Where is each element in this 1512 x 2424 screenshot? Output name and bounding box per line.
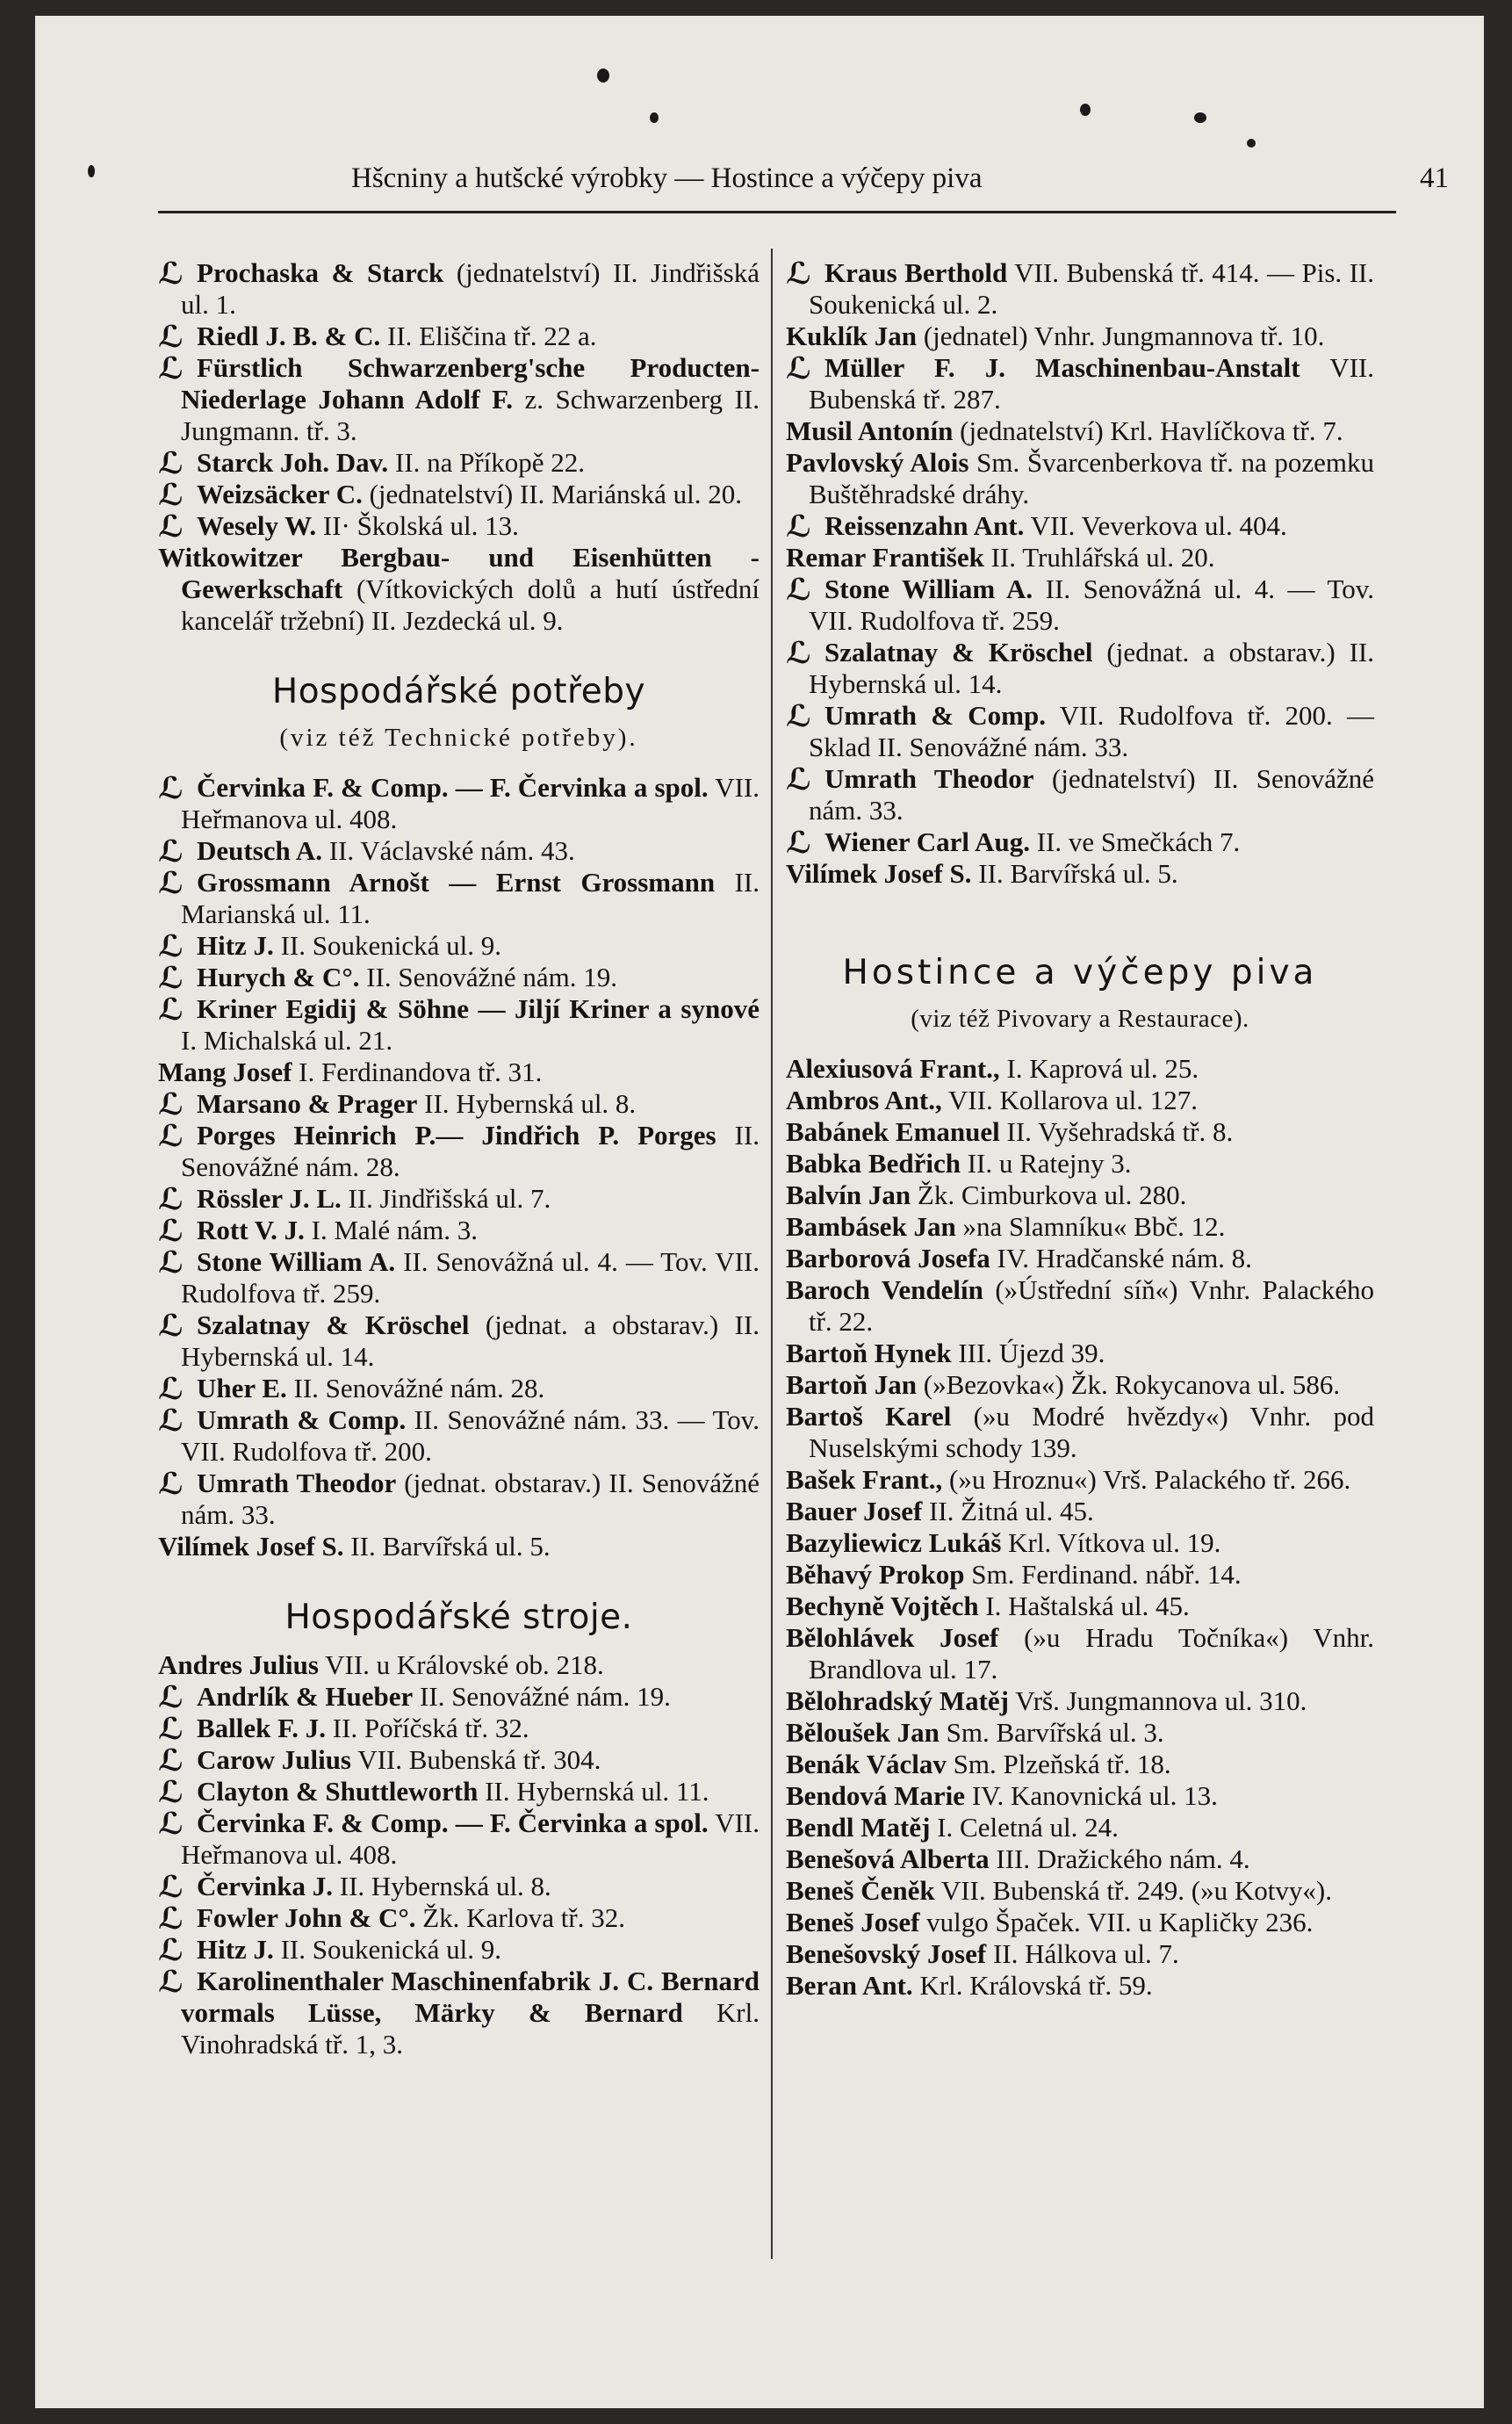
directory-entry xyxy=(786,637,1374,700)
entry-address: I. Michalská ul. 21. xyxy=(181,1025,393,1056)
entry-address: II. Hybernská ul. 8. xyxy=(333,1871,551,1901)
trademark-icon: ℒ xyxy=(786,351,812,386)
entry-address: I. Ferdinandova tř. 31. xyxy=(292,1057,543,1087)
entry-name: Weizsäcker C. xyxy=(197,479,363,509)
directory-entry xyxy=(786,1907,1374,1938)
directory-entry xyxy=(158,930,760,962)
entry-address: VII. Bubenská tř. 414. — Pis. II. Soukenická ul. 2. xyxy=(809,257,1375,320)
entry-name: Umrath & Comp. xyxy=(824,700,1046,731)
section-heading: Hospodářské stroje. xyxy=(284,1598,633,1637)
entry-name: Ballek F. J. xyxy=(197,1713,326,1743)
entry-address: II. Hybernská ul. 11. xyxy=(478,1776,709,1807)
directory-entry xyxy=(158,772,760,835)
entry-address: (jednatelství) II. Mariánská ul. 20. xyxy=(362,479,742,509)
directory-entry xyxy=(158,257,760,321)
entry-address: II. Soukenická ul. 9. xyxy=(273,1934,501,1965)
directory-entry xyxy=(158,1183,760,1215)
directory-entry xyxy=(786,1938,1374,1970)
left-column xyxy=(158,257,760,2060)
entry-address: II. Hybernská ul. 8. xyxy=(417,1088,637,1119)
section-note: (viz též Technické potřeby). xyxy=(279,724,638,752)
directory-entry xyxy=(158,1531,760,1562)
entry-address: (»Ústřední síň«) Vnhr. Palackého tř. 22. xyxy=(809,1274,1374,1337)
entry-address: (»u Modré hvězdy«) Vnhr. pod Nuselskými schody 139. xyxy=(809,1401,1374,1463)
directory-entry xyxy=(158,352,760,447)
trademark-icon: ℒ xyxy=(158,866,184,901)
entry-address: (jednatel) Vnhr. Jungmannova tř. 10. xyxy=(917,321,1325,351)
directory-entry xyxy=(786,447,1374,510)
directory-entry xyxy=(158,1404,760,1468)
directory-entry xyxy=(158,1744,760,1776)
trademark-icon: ℒ xyxy=(158,1245,184,1281)
trademark-icon: ℒ xyxy=(158,961,184,996)
entry-name: Riedl J. B. & C. xyxy=(197,321,381,351)
entry-name: Umrath Theodor xyxy=(824,763,1034,794)
directory-entry xyxy=(786,542,1374,574)
trademark-icon: ℒ xyxy=(158,351,184,386)
entry-name: Kriner Egidij & Söhne — Jiljí Kriner a synové xyxy=(197,993,760,1024)
directory-entry xyxy=(786,1401,1374,1464)
entry-address: VII. Bubenská tř. 304. xyxy=(351,1744,601,1775)
entry-name: Witkowitzer Bergbau- und Eisenhütten - Gewerkschaft xyxy=(158,542,760,604)
entry-address: IV. Hradčanské nám. 8. xyxy=(990,1243,1252,1273)
directory-entry xyxy=(158,993,760,1057)
directory-entry xyxy=(158,320,760,355)
directory-entry xyxy=(786,858,1374,890)
entry-address: Sm. Barvířská ul. 3. xyxy=(939,1717,1164,1748)
entry-name: Andrlík & Hueber xyxy=(197,1681,414,1712)
trademark-icon: ℒ xyxy=(158,992,184,1028)
entry-name: Karolinenthaler Maschinenfabrik J. C. Bernard vormals Lüsse, Märky & Bernard xyxy=(181,1966,760,2028)
trademark-icon: ℒ xyxy=(786,256,812,292)
entry-address: Krl. Královská tř. 59. xyxy=(912,1970,1153,2001)
entry-name: Bendová Marie xyxy=(786,1780,966,1811)
entry-name: Bechyně Vojtěch xyxy=(786,1591,979,1621)
trademark-icon: ℒ xyxy=(158,1087,184,1122)
entry-address: (jednat. obstarav.) II. Senovážné nám. 33. xyxy=(181,1468,760,1530)
entry-name: Benešovský Josef xyxy=(786,1938,987,1969)
entry-name: Ambros Ant., xyxy=(786,1085,942,1115)
entry-name: Andres Julius xyxy=(158,1649,319,1680)
directory-entry xyxy=(786,1622,1374,1685)
entry-name: Müller F. J. Maschinenbau-Anstalt xyxy=(824,352,1300,383)
directory-entry xyxy=(786,1843,1374,1875)
entry-address: z. Schwarzenberg II. Jungmann. tř. 3. xyxy=(181,384,760,446)
header-rule xyxy=(158,211,1396,213)
entry-address: VII. Heřmanova ul. 408. xyxy=(181,772,760,834)
entry-address: (»Bezovka«) Žk. Rokycanova ul. 586. xyxy=(917,1369,1341,1400)
trademark-icon: ℒ xyxy=(158,1870,184,1905)
entry-address: IV. Kanovnická ul. 13. xyxy=(965,1780,1218,1811)
entry-name: Clayton & Shuttleworth xyxy=(197,1776,479,1807)
directory-entry xyxy=(786,826,1374,861)
entry-name: Barborová Josefa xyxy=(786,1243,990,1273)
entry-name: Carow Julius xyxy=(197,1744,351,1775)
entry-name: Hurych & C°. xyxy=(197,962,360,992)
directory-entry xyxy=(786,1812,1374,1843)
entry-address: VII. Veverkova ul. 404. xyxy=(1024,510,1287,541)
entry-address: II. Soukenická ul. 9. xyxy=(273,930,501,961)
entry-name: Hitz J. xyxy=(197,1934,274,1965)
entry-name: Stone William A. xyxy=(197,1246,396,1277)
trademark-icon: ℒ xyxy=(786,509,812,545)
trademark-icon: ℒ xyxy=(158,320,184,355)
entry-name: Mang Josef xyxy=(158,1057,292,1087)
entry-address: III. Újezd 39. xyxy=(951,1338,1105,1368)
trademark-icon: ℒ xyxy=(786,826,812,861)
directory-entry xyxy=(786,700,1374,763)
print-speck xyxy=(1080,104,1091,116)
entry-address: I. Celetná ul. 24. xyxy=(930,1812,1119,1843)
directory-entry xyxy=(786,1085,1374,1116)
entry-address: (Vítkovických dolů a hutí ústřední kancelář tržební) II. Jezdecká ul. 9. xyxy=(181,574,760,636)
trademark-icon: ℒ xyxy=(158,1712,184,1747)
entry-name: Bazyliewicz Lukáš xyxy=(786,1527,1002,1558)
entry-name: Bartoň Jan xyxy=(786,1369,917,1400)
entry-name: Bartoš Karel xyxy=(786,1401,952,1432)
entry-name: Kraus Berthold xyxy=(824,257,1008,288)
trademark-icon: ℒ xyxy=(158,1680,184,1715)
trademark-icon: ℒ xyxy=(158,478,184,513)
entry-name: Kuklík Jan xyxy=(786,321,918,351)
directory-entry xyxy=(158,961,760,996)
entry-address: II. na Příkopě 22. xyxy=(388,447,586,478)
directory-entry xyxy=(158,447,760,479)
entry-address: (jednatelství) II. Jindřišská ul. 1. xyxy=(181,257,760,320)
entry-address: Sm. Švarcenberkova tř. na pozemku Buštěhradské dráhy. xyxy=(809,447,1374,509)
running-header xyxy=(351,152,1449,205)
entry-name: Bartoň Hynek xyxy=(786,1338,952,1368)
entry-name: Szalatnay & Kröschel xyxy=(197,1309,470,1340)
entry-address: (jednatelství) II. Senovážné nám. 33. xyxy=(809,763,1374,826)
directory-entry xyxy=(158,1088,760,1120)
directory-entry xyxy=(786,1496,1374,1527)
trademark-icon: ℒ xyxy=(158,771,184,806)
directory-entry xyxy=(786,1970,1374,2002)
entry-address: II. u Ratejny 3. xyxy=(960,1148,1132,1179)
entry-name: Wesely W. xyxy=(197,510,317,541)
directory-entry xyxy=(158,835,760,867)
directory-entry xyxy=(786,1369,1374,1401)
directory-entry xyxy=(786,1559,1374,1591)
entry-address: II· Školská ul. 13. xyxy=(316,510,519,541)
section-heading: Hostince a výčepy piva xyxy=(842,953,1318,992)
entry-name: Alexiusová Frant., xyxy=(786,1053,1000,1084)
directory-entry xyxy=(786,1053,1374,1085)
directory-entry xyxy=(786,1591,1374,1622)
directory-entry xyxy=(786,415,1374,447)
directory-entry xyxy=(786,1464,1374,1496)
entry-name: Benák Václav xyxy=(786,1749,947,1779)
entry-address: Krl. Vinohradská tř. 1, 3. xyxy=(181,1997,760,2060)
entry-name: Stone William A. xyxy=(824,574,1033,604)
directory-entry xyxy=(786,1274,1374,1338)
entry-address: (jednat. a obstarav.) II. Hybernská ul. 14. xyxy=(181,1309,760,1372)
trademark-icon: ℒ xyxy=(786,762,812,797)
entry-address: II. Senovážné nám. 19. xyxy=(359,962,618,992)
entry-name: Szalatnay & Kröschel xyxy=(824,637,1093,667)
entry-name: Umrath & Comp. xyxy=(197,1404,407,1435)
directory-entry xyxy=(158,1934,760,1966)
entry-name: Grossmann Arnošt — Ernst Grossmann xyxy=(197,867,716,898)
directory-entry xyxy=(158,1309,760,1373)
directory-entry xyxy=(158,478,760,513)
entry-address: Vrš. Jungmannova ul. 310. xyxy=(1009,1685,1307,1716)
entry-name: Porges Heinrich P.— Jindřich P. Porges xyxy=(197,1120,716,1151)
trademark-icon: ℒ xyxy=(158,834,184,869)
print-speck xyxy=(1247,139,1256,148)
entry-address: II. Truhlářská ul. 20. xyxy=(983,542,1215,573)
right-column xyxy=(786,257,1374,2002)
entry-name: Vilímek Josef S. xyxy=(158,1531,344,1562)
entry-name: Bendl Matěj xyxy=(786,1812,931,1843)
entry-address: VII. Bubenská tř. 287. xyxy=(809,352,1374,415)
trademark-icon: ℒ xyxy=(158,1119,184,1154)
directory-entry xyxy=(786,1116,1374,1148)
directory-entry xyxy=(786,1749,1374,1780)
trademark-icon: ℒ xyxy=(158,1933,184,1968)
directory-entry xyxy=(158,1214,760,1249)
directory-entry xyxy=(158,1681,760,1713)
directory-entry xyxy=(158,1775,760,1810)
trademark-icon: ℒ xyxy=(158,1467,184,1502)
entry-name: Prochaska & Starck xyxy=(197,257,444,288)
entry-address: II. ve Smečkách 7. xyxy=(1029,826,1241,857)
entry-name: Rössler J. L. xyxy=(197,1183,342,1214)
entry-name: Umrath Theodor xyxy=(197,1468,397,1498)
entry-name: Bauer Josef xyxy=(786,1496,923,1526)
entry-address: II. Barvířská ul. 5. xyxy=(343,1531,551,1562)
entry-name: Reissenzahn Ant. xyxy=(824,510,1025,541)
entry-name: Starck Joh. Dav. xyxy=(197,447,389,478)
entry-address: »na Slamníku« Bbč. 12. xyxy=(955,1211,1226,1242)
entry-address: VII. u Královské ob. 218. xyxy=(318,1649,604,1680)
directory-entry xyxy=(786,257,1374,321)
entry-name: Musil Antonín xyxy=(786,415,954,446)
entry-address: II. Senovážné nám. 19. xyxy=(413,1681,671,1712)
entry-name: Běhavý Prokop xyxy=(786,1559,965,1590)
entry-address: I. Haštalská ul. 45. xyxy=(978,1591,1190,1621)
directory-entry xyxy=(786,1780,1374,1812)
entry-address: II. Hálkova ul. 7. xyxy=(986,1938,1179,1969)
directory-entry xyxy=(158,1901,760,1937)
entry-address: Žk. Karlova tř. 32. xyxy=(415,1902,625,1933)
entry-address: II. Barvířská ul. 5. xyxy=(971,858,1178,889)
entry-address: VII. Heřmanova ul. 408. xyxy=(181,1807,760,1870)
trademark-icon: ℒ xyxy=(786,573,812,608)
entry-name: Baroch Vendelín xyxy=(786,1274,983,1305)
entry-name: Uher E. xyxy=(197,1373,287,1403)
entry-address: Žk. Cimburkova ul. 280. xyxy=(911,1180,1187,1210)
directory-entry xyxy=(158,1468,760,1531)
directory-entry xyxy=(158,1246,760,1309)
trademark-icon: ℒ xyxy=(786,699,812,734)
page-number: 41 xyxy=(1420,162,1449,194)
entry-address: II. Žitná ul. 45. xyxy=(922,1496,1094,1526)
directory-entry xyxy=(786,574,1374,637)
entry-name: Wiener Carl Aug. xyxy=(824,826,1030,857)
trademark-icon: ℒ xyxy=(158,509,184,545)
entry-address: II. Vyšehradská tř. 8. xyxy=(999,1116,1234,1147)
entry-address: II. Senovážné nám. 33. — Tov. VII. Rudolfova tř. 200. xyxy=(181,1404,760,1467)
directory-entry xyxy=(786,1338,1374,1369)
entry-name: Beneš Čeněk xyxy=(786,1875,935,1906)
entry-address: VII. Kollarova ul. 127. xyxy=(941,1085,1199,1115)
directory-entry xyxy=(158,1807,760,1871)
entry-name: Rott V. J. xyxy=(197,1215,305,1245)
directory-entry xyxy=(786,1527,1374,1559)
entry-address: II. Senovážné nám. 28. xyxy=(181,1120,760,1182)
trademark-icon: ℒ xyxy=(158,1965,184,2000)
entry-address: II. Jindřišská ul. 7. xyxy=(341,1183,551,1214)
entry-name: Fürstlich Schwarzenberg'sche Producten-Niederlage Johann Adolf F. xyxy=(181,352,760,415)
directory-entry xyxy=(158,1966,760,2060)
column-divider xyxy=(771,249,773,2259)
entry-address: (»u Hroznu«) Vrš. Palackého tř. 266. xyxy=(942,1464,1351,1495)
directory-entry xyxy=(158,867,760,930)
entry-name: Vilímek Josef S. xyxy=(786,858,972,889)
directory-entry xyxy=(786,1211,1374,1243)
entry-address: III. Dražického nám. 4. xyxy=(989,1843,1250,1874)
entry-name: Červinka F. & Comp. — F. Červinka a spol. xyxy=(197,772,709,803)
trademark-icon: ℒ xyxy=(158,1807,184,1842)
entry-address: I. Kaprová ul. 25. xyxy=(999,1053,1199,1084)
trademark-icon: ℒ xyxy=(158,1182,184,1217)
directory-entry xyxy=(158,1712,760,1747)
directory-entry xyxy=(786,1685,1374,1717)
trademark-icon: ℒ xyxy=(158,1775,184,1810)
entry-name: Fowler John & C°. xyxy=(197,1902,416,1933)
trademark-icon: ℒ xyxy=(158,1372,184,1407)
directory-entry xyxy=(786,1243,1374,1274)
entry-address: II. Senovážné nám. 28. xyxy=(286,1373,545,1403)
entry-address: II. Eliščina tř. 22 a. xyxy=(380,321,597,351)
directory-entry xyxy=(786,321,1374,352)
entry-name: Bambásek Jan xyxy=(786,1211,956,1242)
directory-page xyxy=(35,16,1484,2408)
directory-entry xyxy=(786,1180,1374,1211)
entry-address: VII. Bubenská tř. 249. (»u Kotvy«). xyxy=(934,1875,1332,1906)
entry-name: Pavlovský Alois xyxy=(786,447,969,478)
section-heading: Hospodářské potřeby xyxy=(271,672,646,711)
directory-entry xyxy=(158,509,760,545)
trademark-icon: ℒ xyxy=(158,1214,184,1249)
trademark-icon: ℒ xyxy=(158,1309,184,1344)
entry-name: Červinka J. xyxy=(197,1871,333,1901)
entry-name: Bašek Frant., xyxy=(786,1464,943,1495)
entry-name: Červinka F. & Comp. — F. Červinka a spol. xyxy=(197,1807,709,1838)
entry-name: Hitz J. xyxy=(197,930,274,961)
entry-address: II. Václavské nám. 43. xyxy=(321,835,575,866)
directory-entry xyxy=(786,1875,1374,1907)
directory-entry xyxy=(158,1120,760,1183)
entry-name: Babánek Emanuel xyxy=(786,1116,1000,1147)
entry-address: II. Marianská ul. 11. xyxy=(181,867,760,929)
entry-name: Marsano & Prager xyxy=(197,1088,418,1119)
directory-entry xyxy=(158,1870,760,1905)
section-note: (viz též Pivovary a Restaurace). xyxy=(911,1005,1249,1033)
entry-name: Běloušek Jan xyxy=(786,1717,940,1748)
directory-entry xyxy=(786,509,1374,545)
directory-entry xyxy=(786,763,1374,826)
entry-name: Bělohlávek Josef xyxy=(786,1622,999,1653)
entry-address: VII. Rudolfova tř. 200. — Sklad II. Senovážné nám. 33. xyxy=(809,700,1374,762)
entry-address: (jednat. a obstarav.) II. Hybernská ul. 14. xyxy=(809,637,1374,699)
trademark-icon: ℒ xyxy=(158,1403,184,1439)
entry-name: Bělohradský Matěj xyxy=(786,1685,1010,1716)
entry-address: vulgo Špaček. VII. u Kapličky 236. xyxy=(919,1907,1314,1937)
entry-address: I. Malé nám. 3. xyxy=(304,1215,479,1245)
header-title: Hšcniny a hutšcké výrobky — Hostince a výčepy piva xyxy=(351,162,983,194)
directory-entry xyxy=(158,1649,760,1681)
entry-name: Babka Bedřich xyxy=(786,1148,961,1179)
directory-entry xyxy=(158,1057,760,1088)
trademark-icon: ℒ xyxy=(158,929,184,964)
entry-name: Deutsch A. xyxy=(197,835,322,866)
trademark-icon: ℒ xyxy=(158,446,184,481)
entry-name: Remar František xyxy=(786,542,984,573)
entry-address: Sm. Ferdinand. nábř. 14. xyxy=(964,1559,1242,1590)
entry-address: Sm. Plzeňská tř. 18. xyxy=(946,1749,1171,1779)
entry-address: Krl. Vítkova ul. 19. xyxy=(1001,1527,1221,1558)
print-speck xyxy=(1194,112,1206,123)
trademark-icon: ℒ xyxy=(158,256,184,292)
entry-address: (»u Hradu Točníka«) Vnhr. Brandlova ul. 17. xyxy=(809,1622,1374,1685)
directory-entry xyxy=(786,1717,1374,1749)
trademark-icon: ℒ xyxy=(158,1743,184,1778)
print-speck xyxy=(650,112,659,123)
entry-name: Beran Ant. xyxy=(786,1970,913,2001)
entry-name: Beneš Josef xyxy=(786,1907,920,1937)
entry-name: Balvín Jan xyxy=(786,1180,911,1210)
entry-address: II. Senovážná ul. 4. — Tov. VII. Rudolfova tř. 259. xyxy=(181,1246,760,1309)
entry-address: (jednatelství) Krl. Havlíčkova tř. 7. xyxy=(953,415,1343,446)
directory-entry xyxy=(158,1372,760,1407)
print-speck xyxy=(597,69,609,83)
print-speck xyxy=(88,165,95,177)
entry-address: II. Senovážná ul. 4. — Tov. VII. Rudolfova tř. 259. xyxy=(809,574,1374,636)
directory-entry xyxy=(158,542,760,637)
entry-address: II. Poříčská tř. 32. xyxy=(326,1713,529,1743)
trademark-icon: ℒ xyxy=(158,1901,184,1937)
directory-entry xyxy=(786,352,1374,415)
trademark-icon: ℒ xyxy=(786,636,812,671)
entry-name: Benešová Alberta xyxy=(786,1843,990,1874)
directory-entry xyxy=(786,1148,1374,1180)
